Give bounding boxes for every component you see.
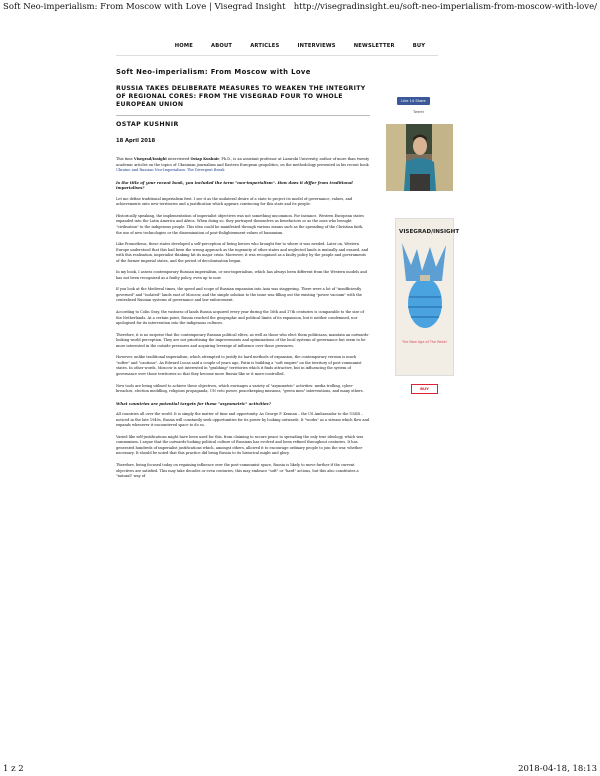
article-title: Soft Neo-imperialism: From Moscow with Love bbox=[116, 68, 311, 76]
article-body bbox=[116, 157, 370, 480]
portrait-image bbox=[386, 124, 453, 191]
book-link[interactable]: Ukraine and Russian Neo-Imperialism: The Divergent Break bbox=[116, 168, 225, 173]
paragraph: Let me define traditional imperialism first. I see it as the unilateral desire of a state to project its model of governance, values, and achievements onto new territories and a justification which appears convincing for this state and its people. bbox=[116, 196, 353, 207]
facebook-share-button[interactable]: Like 14 Share bbox=[397, 97, 430, 105]
intro-paragraph: This time Visegrad/Insight interviewed Ostap Kushnir, Ph.D., is an assistant professor at Lazarski University, author of more than twenty academic articles on the topics of Ukrainian journalism and Eastern European geopolitics, on the methodology presented in his recent book Ukraine and Russian Neo-Imperialism: The Divergent Break bbox=[116, 157, 370, 173]
nav-divider bbox=[116, 55, 438, 56]
article-date: 18 April 2018 bbox=[116, 138, 156, 144]
nav-buy[interactable]: BUY bbox=[412, 43, 426, 49]
article-author[interactable]: OSTAP KUSHNIR bbox=[116, 121, 179, 128]
nav-home[interactable]: HOME bbox=[174, 43, 194, 49]
author-photo bbox=[386, 124, 453, 191]
page-url[interactable]: http://visegradinsight.eu/soft-neo-imperialism-from-moscow-with-love/ bbox=[293, 2, 597, 12]
paragraph: In my book, I assess contemporary Russian imperialism, or neo-imperialism, which has always been different from the Western models and has not been recognised as a faulty policy, even up to now. bbox=[116, 270, 367, 280]
paragraph: All countries all over the world. It is simply the matter of time and opportunity. As George F. Kennan – the US Ambassador to the USSR – noticed in the late 1940s, Russia will constantly seek opportunities for its power by looking outwards. It "works" as a stream which flow and expands whenever it encountered space to do so. bbox=[116, 412, 370, 428]
paragraph: Historically speaking, the implementation of imperialist objectives was not something uncommon. For instance, Western European states expanded into the Latin America and Africa. When doing so, they portrayed themselves as benefactors or as the ones who brought "civilisation" to the indigenous people. This idea could be manifested through various means such as the spreading of the Christian faith, the use of new technologies or the dissemination of post-Enlightenment values of humanism. bbox=[116, 213, 364, 235]
paragraph: If you look at the Medieval times, the speed and scope of Russian expansion into Asia was staggering. There were a lot of "insufficiently governed" and "isolated" lands east of Moscow, and the simple solution to the issue was filling out the existing "power vacuum" with the centralised Russian systems of governance and law enforcement. bbox=[116, 287, 362, 303]
magazine-title: VISEGRAD/INSIGHT bbox=[399, 229, 460, 235]
article-subtitle: RUSSIA TAKES DELIBERATE MEASURES TO WEAKEN THE INTEGRITY OF REGIONAL CORES: FROM THE VISEGRAD FOUR TO WHOLE EUROPEAN UNION bbox=[116, 85, 366, 108]
buy-button[interactable]: BUY bbox=[411, 384, 438, 394]
nav-articles[interactable]: ARTICLES bbox=[250, 43, 280, 49]
paragraph: Varied like self-justifications might have been used for this, from claiming to secure peace to spreading the only true ideology, which was communism. I argue that the outwards-looking political culture of Russians has evolved and been refined throughout centuries. It has generated hundreds of imperialist justifications which, amongst others, allowed it to encourage ordinary people to join the war, whether necessary. It should be noted that this practice did bring Russia to its historical might and glory. bbox=[116, 434, 364, 456]
main-nav bbox=[0, 43, 600, 49]
paragraph: According to Colin Gray, the vastness of lands Russia acquired every year during the 16th and 17th centuries is comparable to the size of the Netherlands. At a certain point, Russia reached the geographic and political limits of its expansion, but it neither condemned, nor apologised for its intervention into the indigenous cultures. bbox=[116, 310, 364, 326]
nav-about[interactable]: ABOUT bbox=[211, 43, 233, 49]
magazine-cover[interactable] bbox=[395, 218, 460, 376]
question-1: Is the title of your recent book, you included the term "neo-imperialism". How does it differ from traditional imperialism? bbox=[116, 179, 353, 191]
print-timestamp: 2018-04-18, 18:13 bbox=[518, 764, 597, 774]
question-2: What countries are potential targets for these "asymmetric" activities? bbox=[116, 400, 271, 406]
paragraph: New tools are being utilised to achieve these objectives, which envisages a variety of "asymmetric" activities: media trolling, cyber-breaches, election meddling, religious propaganda, UN veto power, peacekeeping missions, "green men" interventions, and many others. bbox=[116, 383, 364, 394]
article bbox=[116, 68, 370, 486]
nav-interviews[interactable]: INTERVIEWS bbox=[297, 43, 336, 49]
page-title: Soft Neo-imperialism: From Moscow with Love | Visegrad Insight bbox=[3, 2, 286, 12]
divider bbox=[116, 115, 370, 116]
tweet-button[interactable]: Tweet bbox=[413, 109, 424, 114]
print-footer bbox=[0, 762, 600, 776]
page-count: 1 z 2 bbox=[3, 764, 24, 774]
paragraph: Therefore, being focused today on regaining influence over the post-communist space, Russia is likely to move further if the current objectives are satisfied. This may take decades or even centuries, this may embrace "soft" or "hard" actions, but this also constitutes a "natural" way of bbox=[116, 463, 359, 479]
paragraph: However, unlike traditional imperialism, which attempted to justify its hard methods of expansion, the contemporary version is much "softer" and "cautious". As Edward Lucas said a couple of years ago, Putin is building a "soft empire" on the territory of post-communist states. In other words, Moscow is not interested in "grabbing" territories which it finds attractive, but in influencing the system of governance over those territories so that they become more Russia-like or it more-controlled. bbox=[116, 355, 362, 376]
paragraph: Therefore, it is no surprise that the contemporary Russian political elites, as well as those who elect them politicians, maintain an outwards-looking world perception. They are not prioritising the improvements and optimisations of the local systems of governance but seem to be more interested in the outside pressures and acquiring leverage of influence over those pressures. bbox=[116, 332, 370, 348]
magazine-cover-art bbox=[396, 219, 460, 375]
nav-newsletter[interactable]: NEWSLETTER bbox=[353, 43, 395, 49]
magazine-cover-text: The New Age of The Rebel bbox=[402, 340, 447, 344]
paragraph: Like Prometheus, these states developed a self-perception of being heroes who brought fire to where it was needed. Later on, Western Europe understood that this had been the wrong approach as the ingenuity of other states and neglected lands is mutually and ensued, and with this realisation, imperialist thinking hit its major crisis. Moreover, it was recognised as a faulty policy by the people and governments of the former imperial states, and the period of decolonisation began. bbox=[116, 242, 369, 263]
print-header bbox=[0, 0, 600, 14]
